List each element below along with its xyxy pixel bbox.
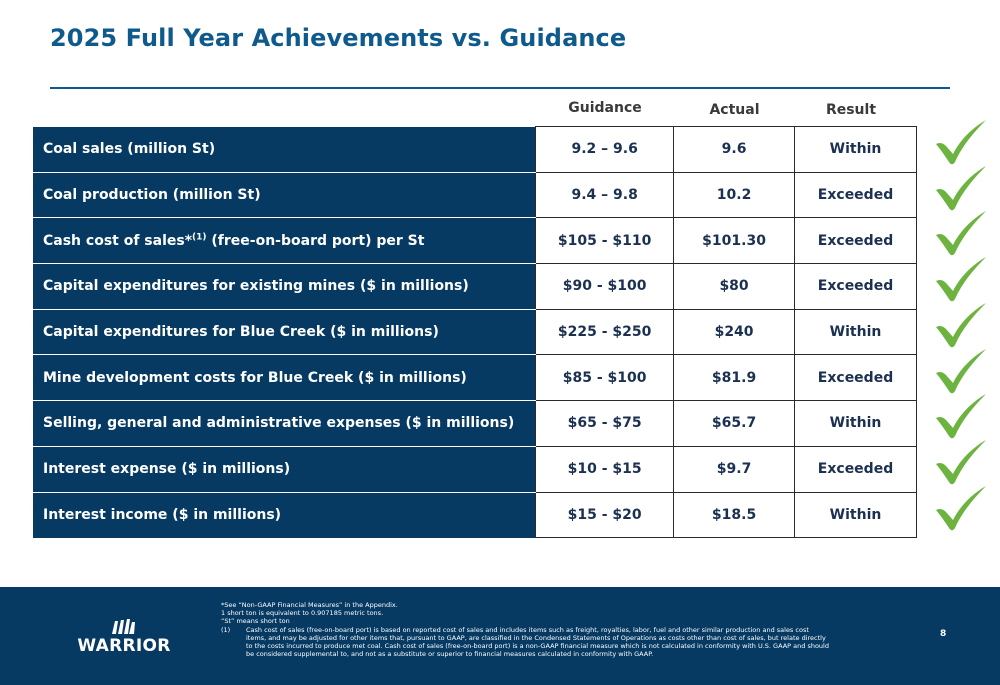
footnote-line: 1 short ton is equivalent to 0.907185 metric tons. bbox=[221, 609, 384, 618]
footnote-number: (1) bbox=[221, 625, 231, 634]
row-label bbox=[33, 309, 536, 355]
footnote-1 bbox=[221, 626, 831, 659]
guidance-cell: $90 - $100 bbox=[536, 264, 674, 310]
page-number: 8 bbox=[940, 629, 947, 639]
actual-cell: $9.7 bbox=[674, 446, 795, 492]
row-label bbox=[33, 492, 536, 538]
guidance-table bbox=[33, 126, 917, 538]
footer bbox=[0, 587, 1000, 685]
footnotes bbox=[221, 601, 831, 658]
checkmark-icon bbox=[934, 486, 988, 532]
row-label bbox=[33, 446, 536, 492]
row-label bbox=[33, 218, 536, 264]
checkmark-icon bbox=[934, 303, 988, 349]
table-row bbox=[33, 355, 917, 401]
warrior-logo-icon bbox=[74, 617, 174, 637]
result-cell: Exceeded bbox=[795, 264, 917, 310]
column-header-actual: Actual bbox=[709, 102, 760, 118]
guidance-cell: $225 - $250 bbox=[536, 309, 674, 355]
table-row bbox=[33, 218, 917, 264]
guidance-cell: 9.2 – 9.6 bbox=[536, 127, 674, 173]
result-cell: Within bbox=[795, 401, 917, 447]
row-label-text: Coal production (million St) bbox=[43, 187, 261, 204]
checkmark-icon bbox=[934, 440, 988, 486]
actual-cell: $80 bbox=[674, 264, 795, 310]
actual-cell: 9.6 bbox=[674, 127, 795, 173]
actual-cell: $240 bbox=[674, 309, 795, 355]
table-row bbox=[33, 127, 917, 173]
row-label-text: Coal sales (million St) bbox=[43, 141, 216, 158]
row-label bbox=[33, 172, 536, 218]
actual-cell: $65.7 bbox=[674, 401, 795, 447]
checkmark-icon bbox=[934, 211, 988, 257]
row-label bbox=[33, 264, 536, 310]
row-label-text: Capital expenditures for Blue Creek ($ in millions) bbox=[43, 324, 439, 341]
result-cell: Exceeded bbox=[795, 218, 917, 264]
row-label-text: Mine development costs for Blue Creek ($ in millions) bbox=[43, 369, 467, 386]
table-row bbox=[33, 172, 917, 218]
row-label-text: Cash cost of sales* bbox=[43, 232, 193, 249]
row-label bbox=[33, 355, 536, 401]
table-row bbox=[33, 309, 917, 355]
footnote-line: *See “Non-GAAP Financial Measures” in the Appendix. bbox=[221, 601, 398, 609]
result-cell: Within bbox=[795, 127, 917, 173]
row-label-text: Selling, general and administrative expenses ($ in millions) bbox=[43, 415, 515, 432]
column-header-result: Result bbox=[825, 102, 877, 118]
result-cell: Within bbox=[795, 309, 917, 355]
footnote-ref: (1) bbox=[192, 232, 207, 243]
guidance-cell: $65 - $75 bbox=[536, 401, 674, 447]
result-cell: Exceeded bbox=[795, 446, 917, 492]
logo-wordmark: WARRIOR bbox=[77, 636, 171, 656]
checkmark-icon bbox=[934, 166, 988, 212]
guidance-cell: $10 - $15 bbox=[536, 446, 674, 492]
row-label bbox=[33, 127, 536, 173]
actual-cell: $101.30 bbox=[674, 218, 795, 264]
actual-cell: $81.9 bbox=[674, 355, 795, 401]
result-cell: Within bbox=[795, 492, 917, 538]
guidance-cell: $15 - $20 bbox=[536, 492, 674, 538]
table-row bbox=[33, 492, 917, 538]
row-label-text-continued: (free-on-board port) per St bbox=[206, 232, 425, 249]
page-title: 2025 Full Year Achievements vs. Guidance bbox=[50, 24, 627, 52]
guidance-cell: $85 - $100 bbox=[536, 355, 674, 401]
checkmark-icon bbox=[934, 349, 988, 395]
table-row bbox=[33, 401, 917, 447]
table-row bbox=[33, 446, 917, 492]
guidance-cell: $105 - $110 bbox=[536, 218, 674, 264]
result-cell: Exceeded bbox=[795, 355, 917, 401]
result-cell: Exceeded bbox=[795, 172, 917, 218]
actual-cell: 10.2 bbox=[674, 172, 795, 218]
table-row bbox=[33, 264, 917, 310]
title-divider bbox=[50, 87, 950, 89]
warrior-logo bbox=[74, 617, 174, 661]
row-label bbox=[33, 401, 536, 447]
checkmark-icon bbox=[934, 120, 988, 166]
footnote-text: Cash cost of sales (free-on-board port) is based on reported cost of sales and includes items such as freight, royalties, labor, fuel and other similar production and sales cost items, and may be adjusted for other items that, pursuant to GAAP, are classified in the Condensed Statements of Operations as costs other than cost of sales, but relate directly to the costs incurred to produce met coal. Cash cost of sales (free-on-board port) is a non-GAAP financial measure which is not calculated in conformity with U.S. GAAP and should be considered supplemental to, and not as a substitute or superior to financial measures calculated in conformity with GAAP. bbox=[246, 625, 829, 659]
checkmark-icon bbox=[934, 257, 988, 303]
column-header-guidance: Guidance bbox=[568, 100, 642, 116]
row-label-text: Capital expenditures for existing mines ($ in millions) bbox=[43, 278, 469, 295]
row-label-text: Interest expense ($ in millions) bbox=[43, 461, 291, 478]
row-label-text: Interest income ($ in millions) bbox=[43, 507, 282, 524]
actual-cell: $18.5 bbox=[674, 492, 795, 538]
footnote-line: “St” means short ton bbox=[221, 617, 290, 626]
guidance-cell: 9.4 – 9.8 bbox=[536, 172, 674, 218]
checkmark-icon bbox=[934, 394, 988, 440]
